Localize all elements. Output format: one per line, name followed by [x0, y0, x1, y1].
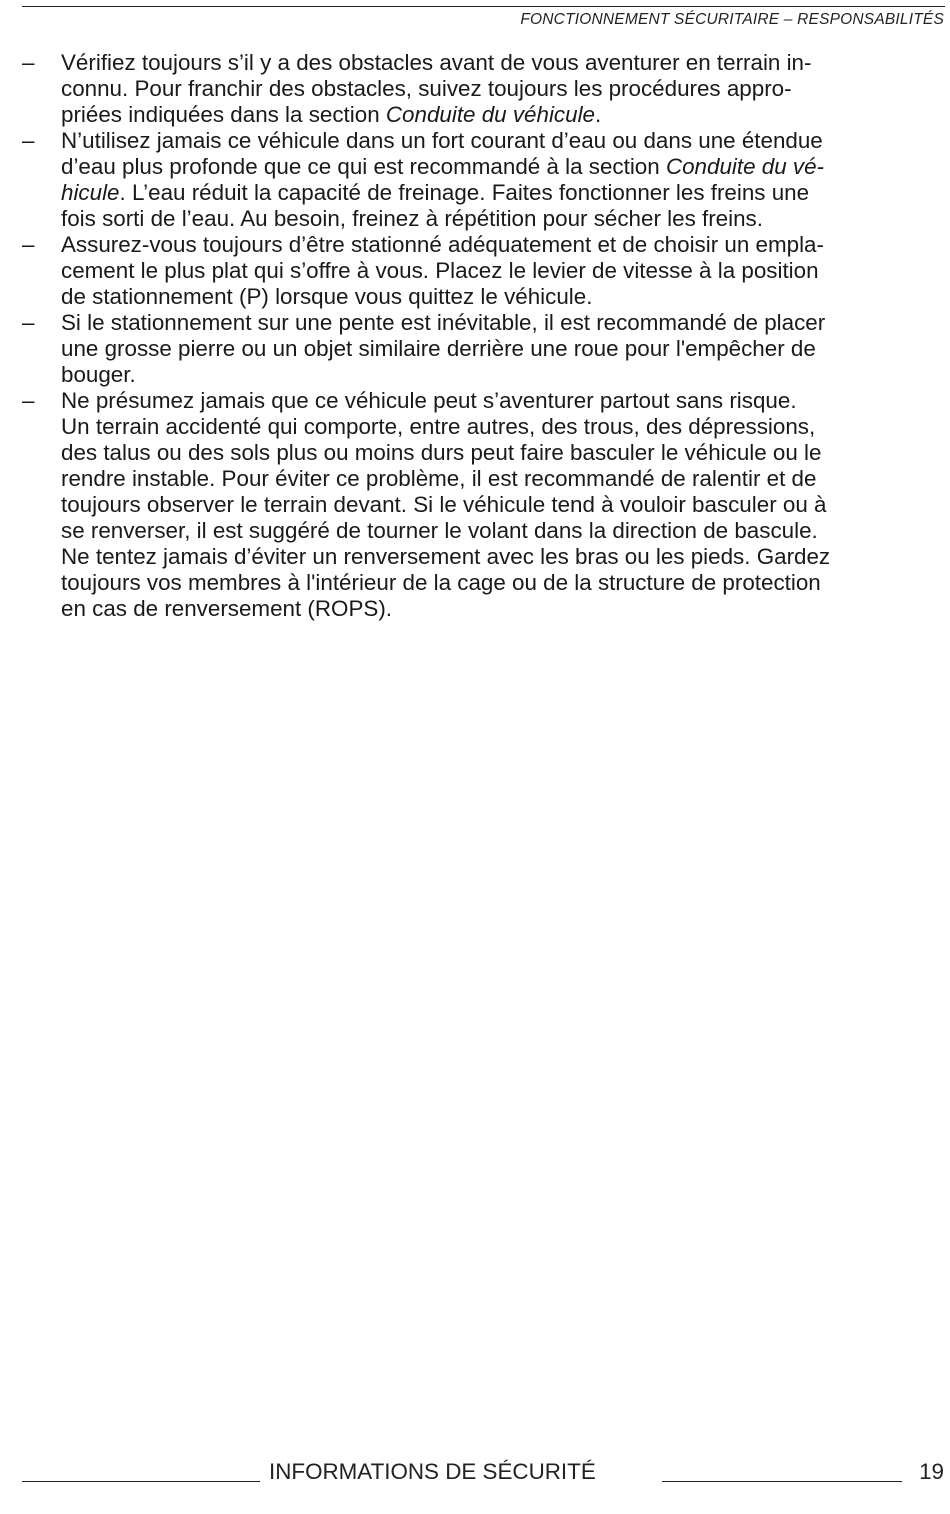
bullet-item [22, 388, 944, 622]
bullet-line: connu. Pour franchir des obstacles, suivez toujours les procédures appro- [61, 76, 792, 101]
line-text: . L’eau réduit la capacité de freinage. Faites fonctionner les freins une [119, 180, 810, 205]
bullet-dash: – [22, 232, 35, 257]
bullet-item [22, 128, 944, 232]
bullet-line: de stationnement (P) lorsque vous quittez le véhicule. [61, 284, 593, 309]
bullet-line: fois sorti de l’eau. Au besoin, freinez à répétition pour sécher les freins. [61, 206, 763, 231]
bullet-line: cement le plus plat qui s’offre à vous. Placez le levier de vitesse à la position [61, 258, 819, 283]
bullet-line: N’utilisez jamais ce véhicule dans un fort courant d’eau ou dans une étendue [61, 128, 823, 153]
bullet-line: Un terrain accidenté qui comporte, entre autres, des trous, des dépressions, [61, 414, 816, 439]
section-reference: Conduite du véhicule [385, 102, 596, 127]
bullet-dash: – [22, 310, 35, 335]
bullet-line [61, 154, 944, 180]
section-reference: Conduite du vé- [665, 154, 825, 179]
page-footer [22, 1459, 945, 1489]
line-text: . [595, 102, 602, 127]
bullet-item [22, 232, 944, 310]
line-text: priées indiquées dans la section [61, 102, 386, 127]
bullet-dash: – [22, 50, 35, 75]
bullet-line [61, 102, 944, 128]
footer-title: INFORMATIONS DE SÉCURITÉ [269, 1459, 596, 1484]
bullet-line: Assurez-vous toujours d’être stationné adéquatement et de choisir un empla- [61, 232, 824, 257]
bullet-line: Si le stationnement sur une pente est inévitable, il est recommandé de placer [61, 310, 826, 335]
safety-bullet-list [22, 50, 944, 622]
bullet-item [22, 50, 944, 128]
header-rule [22, 6, 945, 7]
bullet-line: Ne tentez jamais d’éviter un renversement avec les bras ou les pieds. Gardez [61, 544, 831, 569]
page-number: 19 [919, 1459, 944, 1484]
bullet-line: rendre instable. Pour éviter ce problème, il est recommandé de ralentir et de [61, 466, 817, 491]
running-header-title: FONCTIONNEMENT SÉCURITAIRE – RESPONSABILITÉS [520, 11, 944, 28]
bullet-item [22, 310, 944, 388]
line-text: d’eau plus profonde que ce qui est recommandé à la section [61, 154, 666, 179]
bullet-line: se renverser, il est suggéré de tourner le volant dans la direction de bascule. [61, 518, 818, 543]
footer-rule-left [22, 1481, 260, 1482]
bullet-line: une grosse pierre ou un objet similaire derrière une roue pour l'empêcher de [61, 336, 816, 361]
bullet-line: des talus ou des sols plus ou moins durs peut faire basculer le véhicule ou le [61, 440, 822, 465]
bullet-line: en cas de renversement (ROPS). [61, 596, 393, 621]
bullet-dash: – [22, 388, 35, 413]
bullet-line: toujours observer le terrain devant. Si le véhicule tend à vouloir basculer ou à [61, 492, 827, 517]
footer-rule-right [662, 1481, 902, 1482]
bullet-line: Vérifiez toujours s’il y a des obstacles avant de vous aventurer en terrain in- [61, 50, 812, 75]
bullet-line: Ne présumez jamais que ce véhicule peut s’aventurer partout sans risque. [61, 388, 797, 413]
bullet-line [61, 180, 944, 206]
section-reference: hicule [61, 180, 120, 205]
bullet-line: toujours vos membres à l'intérieur de la cage ou de la structure de protection [61, 570, 821, 595]
bullet-dash: – [22, 128, 35, 153]
bullet-line: bouger. [61, 362, 136, 387]
